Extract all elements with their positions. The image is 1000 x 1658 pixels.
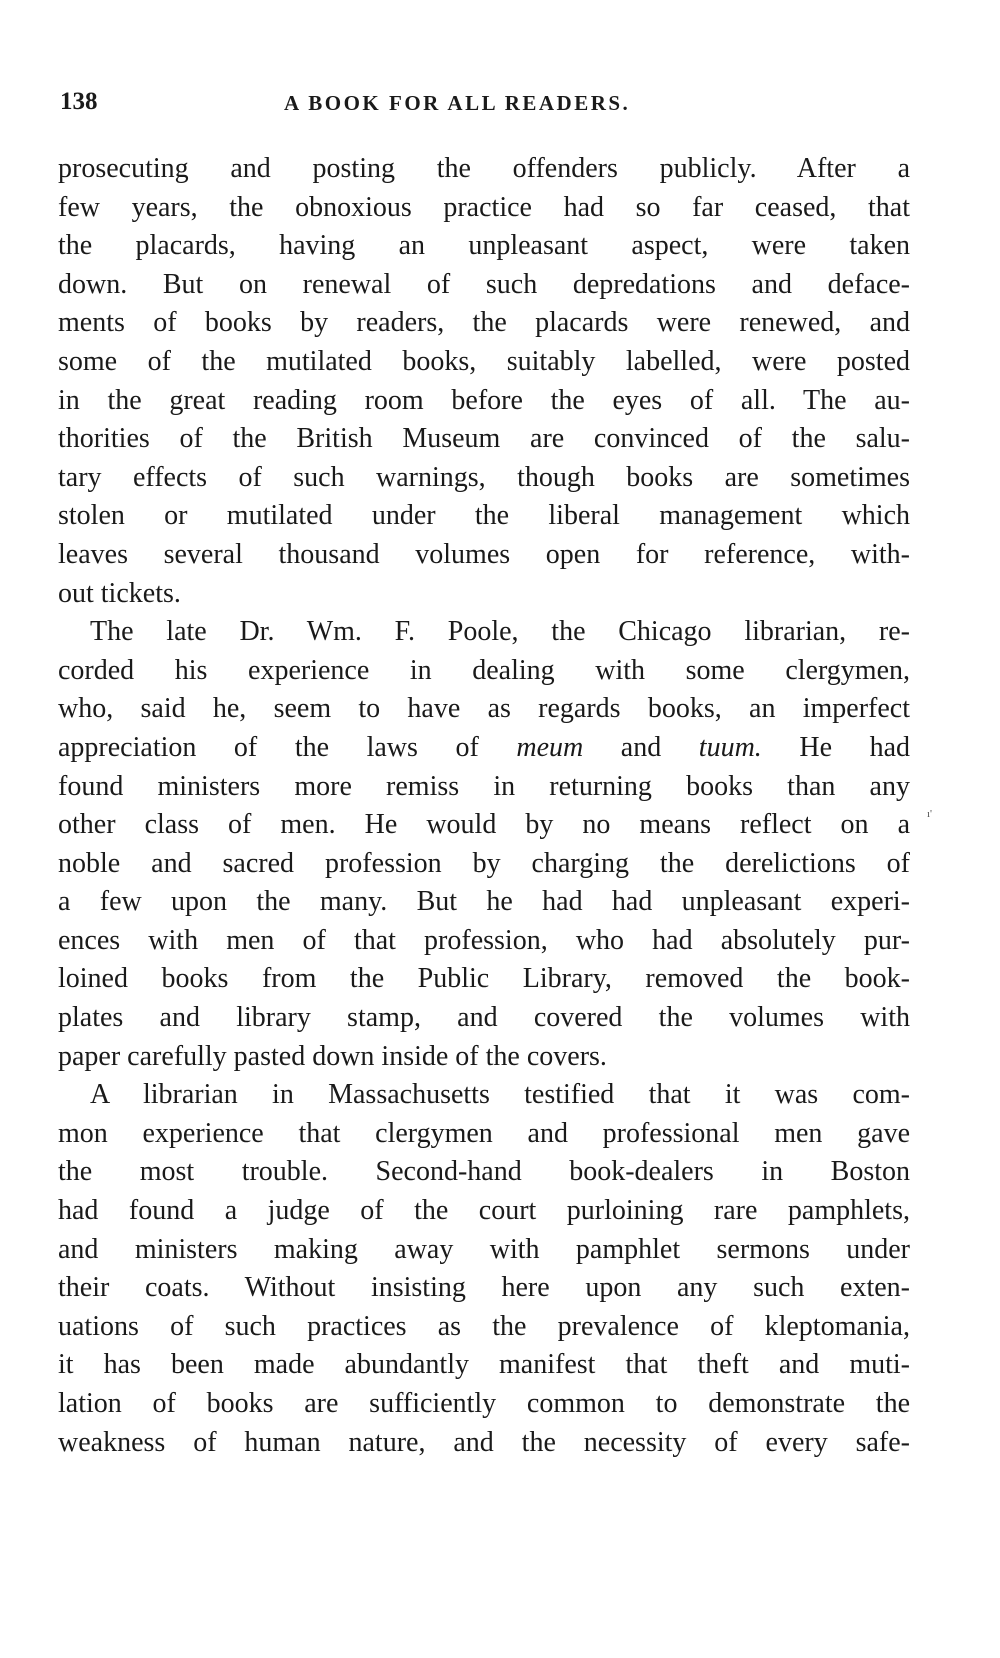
page-number: 138 [60,88,98,115]
text-line: weakness of human nature, and the necessity of every safe- [58,1426,910,1458]
text-line: it has been made abundantly manifest that theft and muti- [58,1349,910,1381]
text-line: noble and sacred profession by charging the derelictions of [58,847,910,879]
italic-word-tuum: tuum. [698,731,762,763]
text-line: found ministers more remiss in returning books than any [58,770,910,802]
text-segment: and [620,731,662,763]
text-line: down. But on renewal of such depredations and deface- [58,268,910,300]
text-line: some of the mutilated books, suitably labelled, were posted [58,345,910,377]
text-line: in the great reading room before the eyes of all. The au- [58,384,910,416]
text-line: plates and library stamp, and covered the volumes with [58,1002,910,1034]
text-line: ments of books by readers, the placards were renewed, and [58,307,910,339]
text-line: a few upon the many. But he had had unpleasant experi- [58,886,910,918]
text-line: the placards, having an unpleasant aspect, were taken [58,230,910,262]
margin-mark: ı' [927,808,933,820]
paragraph-1 [58,150,910,613]
text-line: stolen or mutilated under the liberal management which [58,500,910,532]
italic-word-meum: meum [516,731,584,763]
text-line: loined books from the Public Library, removed the book- [58,963,910,995]
text-line: uations of such practices as the prevalence of kleptomania, [58,1310,910,1342]
body-text [58,150,910,1462]
text-line: corded his experience in dealing with some clergymen, [58,654,910,686]
text-segment: appreciation of the laws of [58,731,479,763]
text-line: The late Dr. Wm. F. Poole, the Chicago librarian, re- [90,616,910,648]
text-line: other class of men. He would by no means reflect on a [58,809,910,841]
book-title-header: A BOOK FOR ALL READERS. [284,91,631,115]
text-line: and ministers making away with pamphlet sermons under [58,1233,910,1265]
text-line: prosecuting and posting the offenders publicly. After a [58,153,910,184]
running-head [60,88,910,128]
text-line: lation of books are sufficiently common to demonstrate the [58,1388,910,1419]
text-line: out tickets. [58,577,181,609]
text-line: leaves several thousand volumes open for reference, with- [58,538,910,570]
paragraph-3 [58,1076,910,1462]
text-line: the most trouble. Second-hand book-dealers in Boston [58,1156,910,1188]
text-line: few years, the obnoxious practice had so far ceased, that [58,191,910,223]
text-line: paper carefully pasted down inside of the covers. [58,1040,607,1072]
text-line: had found a judge of the court purloining rare pamphlets, [58,1195,910,1227]
text-line: who, said he, seem to have as regards books, an imperfect [58,693,910,725]
text-line-with-italics [58,729,910,768]
text-segment: He had [799,731,910,763]
text-line: A librarian in Massachusetts testified that it was com- [90,1079,910,1111]
text-line: ences with men of that profession, who had absolutely pur- [58,924,910,956]
text-line: mon experience that clergymen and professional men gave [58,1117,910,1149]
text-line: thorities of the British Museum are convinced of the salu- [58,423,910,455]
paragraph-2 [58,613,910,1076]
text-line: tary effects of such warnings, though books are sometimes [58,461,910,493]
text-line: their coats. Without insisting here upon any such exten- [58,1272,910,1304]
